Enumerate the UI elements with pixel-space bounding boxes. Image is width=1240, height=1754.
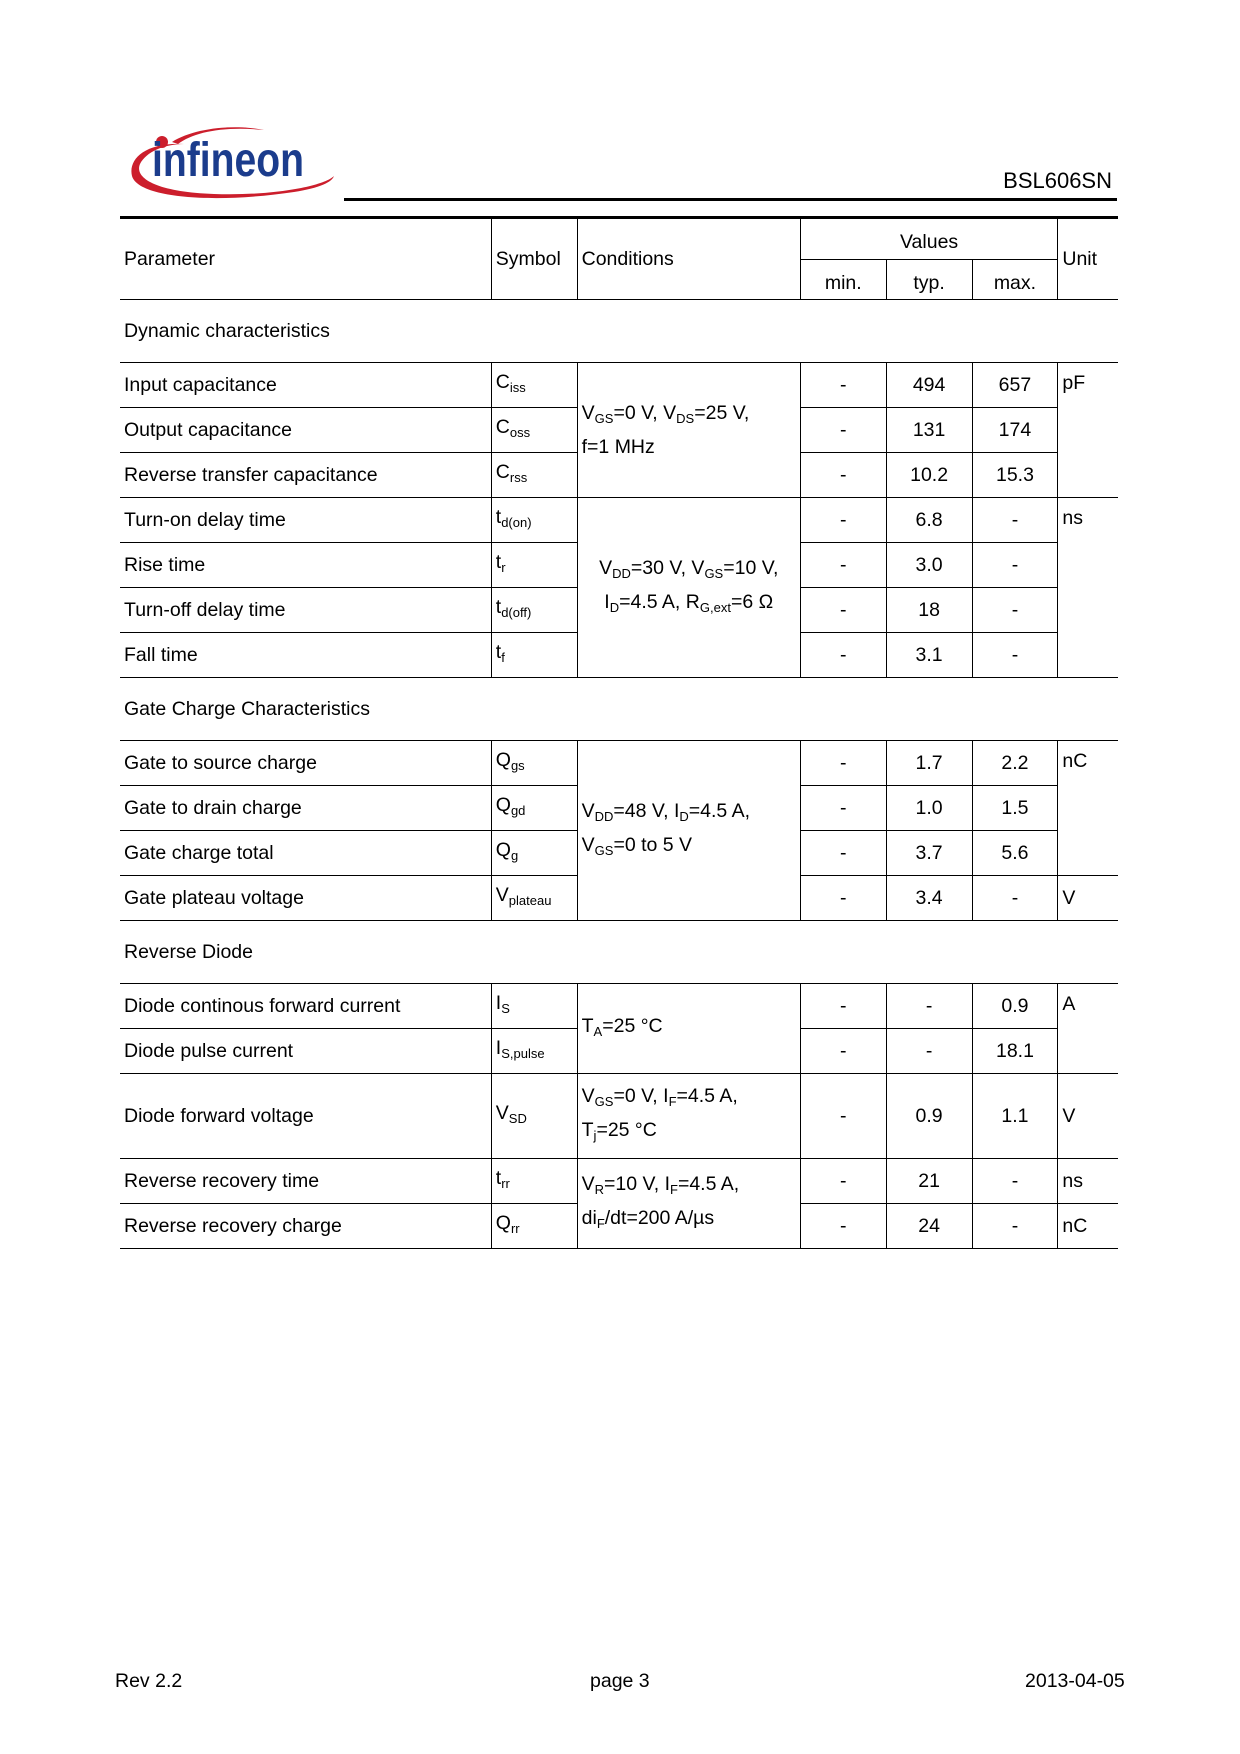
footer-page: page 3 xyxy=(590,1670,650,1692)
section-dynamic: Dynamic characteristics xyxy=(124,320,330,342)
min-value: - xyxy=(800,633,886,678)
param-gate-drain-charge: Gate to drain charge xyxy=(120,786,491,831)
unit-ns: ns xyxy=(1058,1159,1118,1204)
param-gate-source-charge: Gate to source charge xyxy=(120,741,491,786)
typ-value: 3.1 xyxy=(886,633,972,678)
min-value: - xyxy=(800,453,886,498)
min-value: - xyxy=(800,363,886,408)
typ-value: 24 xyxy=(886,1204,972,1249)
section-reverse-diode: Reverse Diode xyxy=(120,921,1118,984)
symbol-qgd: $Q_{gd}$ xyxy=(491,786,577,831)
unit-nc: nC xyxy=(1058,741,1118,876)
conditions-recovery: $V_R=10$ V, $I_F=4.5$ A, $di_F/dt=200$ A/µs xyxy=(577,1159,800,1249)
symbol-crss: $C_{rss}$ xyxy=(491,453,577,498)
symbol-qg: $Q_g$ xyxy=(491,831,577,876)
typ-value: 3.4 xyxy=(886,876,972,921)
symbol-is: $I_S$ xyxy=(491,984,577,1029)
table-row xyxy=(120,1159,1118,1204)
param-output-capacitance: Output capacitance xyxy=(120,408,491,453)
symbol-trr: $t_{rr}$ xyxy=(491,1159,577,1204)
conditions-capacitance: $V_{GS}=0$ V, $V_{DS}=25$ V, f=1 MHz xyxy=(577,363,800,498)
min-value: - xyxy=(800,831,886,876)
param-reverse-recovery-time: Reverse recovery time xyxy=(120,1159,491,1204)
typ-value: 3.7 xyxy=(886,831,972,876)
min-value: - xyxy=(800,1029,886,1074)
max-value: - xyxy=(972,588,1058,633)
max-value: 657 xyxy=(972,363,1058,408)
footer-date: 2013-04-05 xyxy=(1025,1670,1125,1692)
typ-value: 1.0 xyxy=(886,786,972,831)
typ-value: 131 xyxy=(886,408,972,453)
param-gate-plateau-voltage: Gate plateau voltage xyxy=(120,876,491,921)
table-row xyxy=(120,984,1118,1029)
header-conditions: Conditions xyxy=(577,218,800,300)
header-min: min. xyxy=(800,260,886,300)
symbol-coss: $C_{oss}$ xyxy=(491,408,577,453)
unit-v: V xyxy=(1058,876,1118,921)
param-turn-off-delay: Turn-off delay time xyxy=(120,588,491,633)
max-value: - xyxy=(972,633,1058,678)
max-value: 1.5 xyxy=(972,786,1058,831)
symbol-tf: $t_f$ xyxy=(491,633,577,678)
max-value: 174 xyxy=(972,408,1058,453)
typ-value: 21 xyxy=(886,1159,972,1204)
header-symbol: Symbol xyxy=(491,218,577,300)
symbol-ciss: $C_{iss}$ xyxy=(491,363,577,408)
max-value: 2.2 xyxy=(972,741,1058,786)
unit-ns: ns xyxy=(1058,498,1118,678)
max-value: 15.3 xyxy=(972,453,1058,498)
typ-value: - xyxy=(886,1029,972,1074)
infineon-logo xyxy=(124,120,336,212)
header-values: Values xyxy=(800,218,1058,260)
symbol-qrr: $Q_{rr}$ xyxy=(491,1204,577,1249)
param-turn-on-delay: Turn-on delay time xyxy=(120,498,491,543)
max-value: - xyxy=(972,876,1058,921)
header-parameter: Parameter xyxy=(120,218,491,300)
unit-nc: nC xyxy=(1058,1204,1118,1249)
symbol-vsd: $V_{SD}$ xyxy=(491,1074,577,1159)
symbol-vplateau: $V_{plateau}$ xyxy=(491,876,577,921)
unit-pf: pF xyxy=(1058,363,1118,498)
max-value: 1.1 xyxy=(972,1074,1058,1159)
typ-value: 18 xyxy=(886,588,972,633)
symbol-tr: $t_r$ xyxy=(491,543,577,588)
header-unit: Unit xyxy=(1058,218,1118,300)
part-number: BSL606SN xyxy=(1003,168,1112,193)
min-value: - xyxy=(800,984,886,1029)
param-input-capacitance: Input capacitance xyxy=(120,363,491,408)
typ-value: 494 xyxy=(886,363,972,408)
max-value: 5.6 xyxy=(972,831,1058,876)
param-diode-forward-current: Diode continous forward current xyxy=(120,984,491,1029)
max-value: - xyxy=(972,1204,1058,1249)
param-diode-forward-voltage: Diode forward voltage xyxy=(120,1074,491,1159)
param-fall-time: Fall time xyxy=(120,633,491,678)
param-gate-charge-total: Gate charge total xyxy=(120,831,491,876)
typ-value: 0.9 xyxy=(886,1074,972,1159)
symbol-ispulse: $I_{S,pulse}$ xyxy=(491,1029,577,1074)
min-value: - xyxy=(800,588,886,633)
max-value: - xyxy=(972,1159,1058,1204)
header-rule xyxy=(344,198,1117,201)
conditions-switching: $V_{DD}=30$ V, $V_{GS}=10$ V, $I_D=4.5$ A, $R_{G,ext}=6$ Ω xyxy=(577,498,800,678)
section-gate-charge: Gate Charge Characteristics xyxy=(120,678,1118,741)
param-reverse-recovery-charge: Reverse recovery charge xyxy=(120,1204,491,1249)
min-value: - xyxy=(800,1074,886,1159)
param-rise-time: Rise time xyxy=(120,543,491,588)
footer-revision: Rev 2.2 xyxy=(115,1670,183,1692)
header-max: max. xyxy=(972,260,1058,300)
max-value: - xyxy=(972,498,1058,543)
logo-text: infineon xyxy=(152,134,304,187)
conditions-gate-charge: $V_{DD}=48$ V, $I_D=4.5$ A, $V_{GS}=0$ to 5 V xyxy=(577,741,800,921)
symbol-qgs: $Q_{gs}$ xyxy=(491,741,577,786)
characteristics-table xyxy=(120,216,1118,1249)
table-row xyxy=(120,741,1118,786)
min-value: - xyxy=(800,741,886,786)
min-value: - xyxy=(800,408,886,453)
unit-a: A xyxy=(1058,984,1118,1074)
symbol-tdoff: $t_{d(off)}$ xyxy=(491,588,577,633)
conditions-diode-ta: $T_A=25$ °C xyxy=(577,984,800,1074)
typ-value: 1.7 xyxy=(886,741,972,786)
header-typ: typ. xyxy=(886,260,972,300)
typ-value: - xyxy=(886,984,972,1029)
param-reverse-transfer-capacitance: Reverse transfer capacitance xyxy=(120,453,491,498)
table-row xyxy=(120,498,1118,543)
typ-value: 10.2 xyxy=(886,453,972,498)
max-value: 18.1 xyxy=(972,1029,1058,1074)
min-value: - xyxy=(800,876,886,921)
unit-v: V xyxy=(1058,1074,1118,1159)
param-diode-pulse-current: Diode pulse current xyxy=(120,1029,491,1074)
min-value: - xyxy=(800,543,886,588)
conditions-diode-vf: $V_{GS}=0$ V, $I_F=4.5$ A, $T_j=25$ °C xyxy=(577,1074,800,1159)
table-row xyxy=(120,363,1118,408)
symbol-tdon: $t_{d(on)}$ xyxy=(491,498,577,543)
table-row xyxy=(120,1074,1118,1159)
min-value: - xyxy=(800,1159,886,1204)
typ-value: 3.0 xyxy=(886,543,972,588)
min-value: - xyxy=(800,1204,886,1249)
max-value: 0.9 xyxy=(972,984,1058,1029)
min-value: - xyxy=(800,498,886,543)
max-value: - xyxy=(972,543,1058,588)
typ-value: 6.8 xyxy=(886,498,972,543)
min-value: - xyxy=(800,786,886,831)
